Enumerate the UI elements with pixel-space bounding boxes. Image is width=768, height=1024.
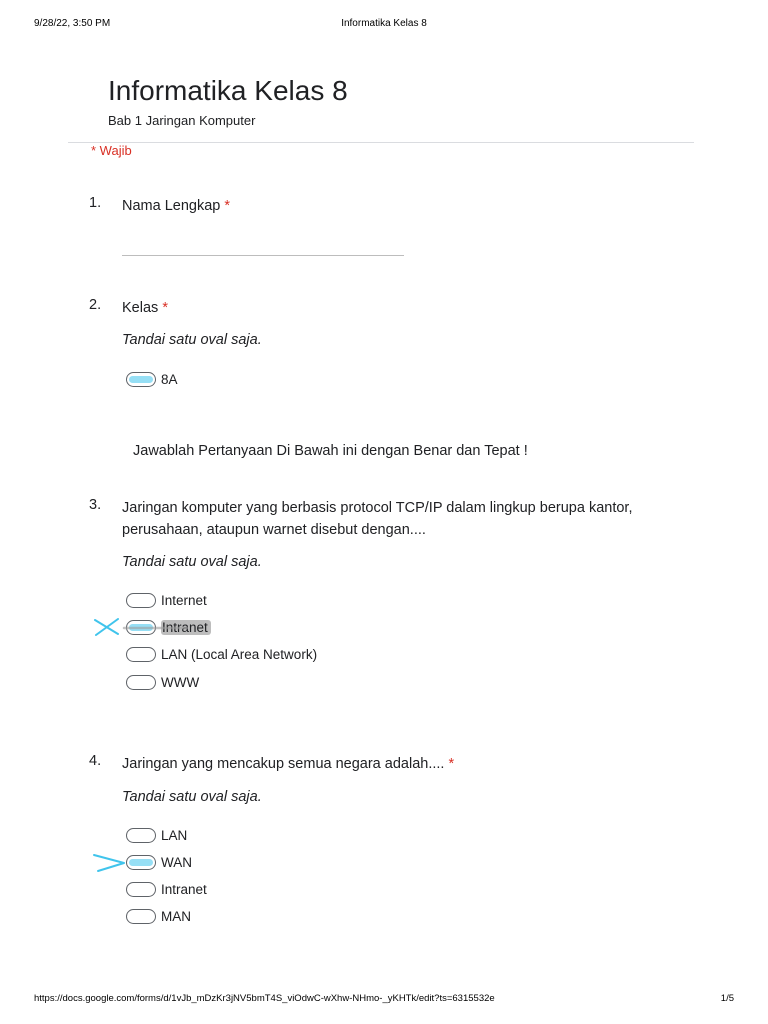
question-hint: Tandai satu oval saja. bbox=[122, 554, 262, 570]
required-asterisk: * bbox=[448, 756, 455, 772]
radio-option-8a[interactable] bbox=[126, 370, 178, 388]
option-label: Intranet bbox=[161, 881, 207, 897]
option-label: LAN bbox=[161, 827, 188, 843]
radio-option-intranet[interactable] bbox=[126, 618, 211, 636]
radio-option-intranet[interactable] bbox=[126, 880, 207, 898]
radio-oval[interactable] bbox=[126, 828, 156, 843]
radio-option-www[interactable] bbox=[126, 673, 199, 691]
required-note: * Wajib bbox=[91, 143, 132, 158]
question-label: Jaringan komputer yang berbasis protocol TCP/IP dalam lingkup berupa kantor, perusahaan, ataupun warnet disebut dengan.... bbox=[122, 500, 633, 538]
question-text bbox=[122, 497, 682, 541]
question-label: Nama Lengkap bbox=[122, 198, 221, 214]
form-description: Bab 1 Jaringan Komputer bbox=[108, 113, 256, 128]
form-title: Informatika Kelas 8 bbox=[108, 75, 348, 106]
required-asterisk: * bbox=[224, 198, 231, 214]
option-label: MAN bbox=[161, 908, 191, 924]
page-number: 1/5 bbox=[720, 993, 734, 1004]
radio-oval-checked[interactable] bbox=[126, 620, 156, 635]
radio-option-lan[interactable] bbox=[126, 826, 187, 844]
question-hint: Tandai satu oval saja. bbox=[122, 789, 262, 805]
question-text bbox=[122, 297, 682, 319]
radio-option-lan[interactable] bbox=[126, 645, 317, 663]
option-label: WWW bbox=[161, 674, 200, 690]
question-text bbox=[122, 753, 682, 775]
radio-oval-checked[interactable] bbox=[126, 372, 156, 387]
option-label: Internet bbox=[161, 592, 207, 608]
question-label: Kelas bbox=[122, 300, 159, 316]
question-number: 1. bbox=[89, 195, 102, 211]
radio-option-wan[interactable] bbox=[126, 853, 192, 871]
radio-option-internet[interactable] bbox=[126, 591, 207, 609]
question-number: 2. bbox=[89, 297, 102, 313]
required-asterisk: * bbox=[162, 300, 168, 316]
radio-oval[interactable] bbox=[126, 882, 156, 897]
header-divider bbox=[68, 142, 694, 143]
question-hint: Tandai satu oval saja. bbox=[122, 332, 262, 348]
question-number: 4. bbox=[89, 753, 102, 769]
section-instruction: Jawablah Pertanyaan Di Bawah ini dengan Benar dan Tepat ! bbox=[133, 443, 528, 459]
footer-url: https://docs.google.com/forms/d/1vJb_mDzKr3jNV5bmT4S_viOdwC-wXhw-NHmo-_yKHTk/edit?ts=6315532e bbox=[34, 993, 495, 1004]
radio-oval-checked[interactable] bbox=[126, 855, 156, 870]
option-label-highlighted: Intranet bbox=[161, 620, 211, 635]
print-datetime: 9/28/22, 3:50 PM bbox=[34, 18, 111, 29]
radio-oval[interactable] bbox=[126, 675, 156, 690]
name-answer-field[interactable] bbox=[122, 255, 404, 256]
radio-oval[interactable] bbox=[126, 593, 156, 608]
option-label: WAN bbox=[161, 854, 192, 870]
print-header bbox=[34, 18, 734, 32]
option-label: LAN (Local Area Network) bbox=[161, 646, 318, 662]
radio-oval[interactable] bbox=[126, 909, 156, 924]
print-doc-title: Informatika Kelas 8 bbox=[341, 18, 427, 29]
option-label: 8A bbox=[161, 371, 178, 387]
question-text bbox=[122, 195, 682, 217]
radio-oval[interactable] bbox=[126, 647, 156, 662]
radio-option-man[interactable] bbox=[126, 907, 191, 925]
question-number: 3. bbox=[89, 497, 102, 513]
question-label: Jaringan yang mencakup semua negara adalah.... bbox=[122, 756, 445, 772]
